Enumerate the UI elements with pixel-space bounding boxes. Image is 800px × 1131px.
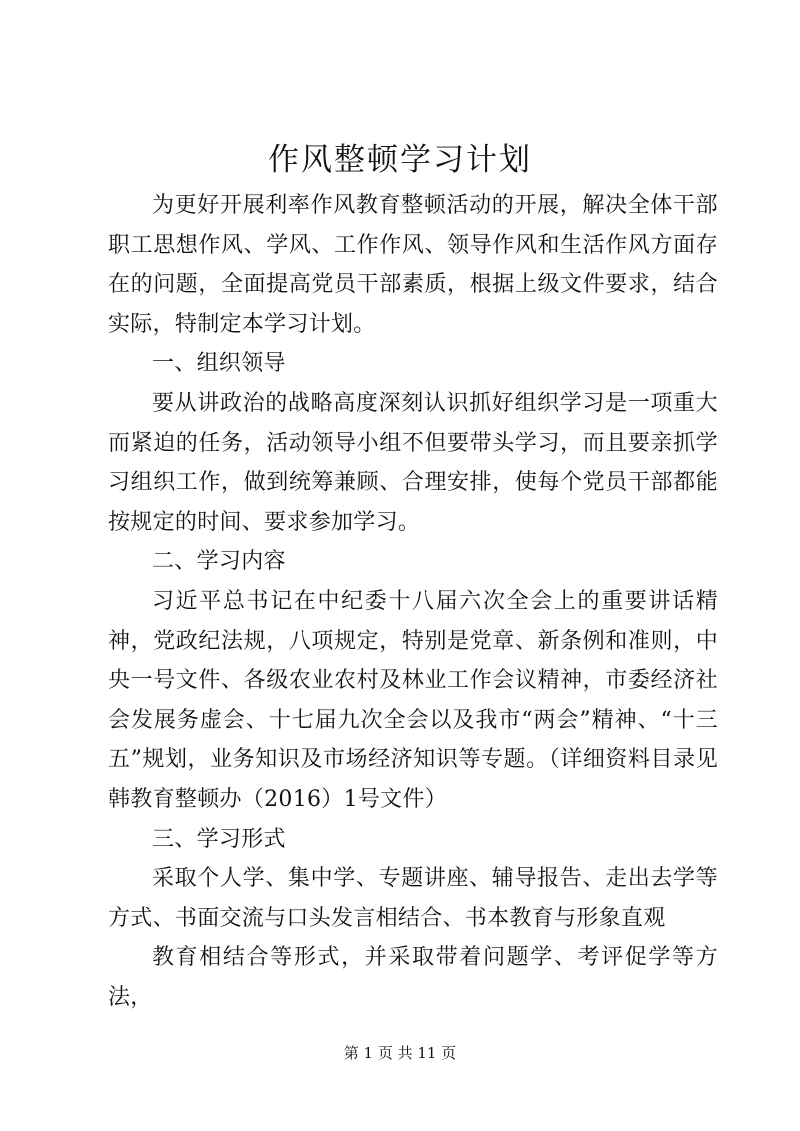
organization-paragraph: 要从讲政治的战略高度深刻认识抓好组织学习是一项重大而紧迫的任务，活动领导小组不但要带头学习，而且要亲抓学习组织工作，做到统筹兼顾、合理安排，使每个党员干部都能按规定的时间、要求参加学习。 xyxy=(108,390,718,535)
intro-paragraph: 为更好开展利率作风教育整顿活动的开展，解决全体干部职工思想作风、学风、工作作风、领导作风和生活作风方面存在的问题，全面提高党员干部素质，根据上级文件要求，结合实际，特制定本学习计划。 xyxy=(108,193,718,337)
section-heading-organization: 一、组织领导 xyxy=(152,351,286,377)
content-paragraph: 习近平总书记在中纪委十八届六次全会上的重要讲话精神，党政纪法规，八项规定，特别是党章、新条例和准则，中央一号文件、各级农业农村及林业工作会议精神，市委经济社会发展务虚会、十七届九次全会以及我市“两会”精神、“十三五”规划，业务知识及市场经济知识等专题。（详细资料目录见韩教育整顿办（2016）1号文件） xyxy=(108,588,718,812)
format-paragraph-continued: 教育相结合等形式，并采取带着问题学、考评促学等方法， xyxy=(108,945,718,1010)
format-paragraph: 采取个人学、集中学、专题讲座、辅导报告、走出去学等方式、书面交流与口头发言相结合、书本教育与形象直观 xyxy=(108,866,718,931)
document-title: 作风整顿学习计划 xyxy=(268,142,532,178)
section-heading-content: 二、学习内容 xyxy=(152,549,286,575)
document-body xyxy=(108,186,718,1017)
section-heading-format: 三、学习形式 xyxy=(152,826,286,852)
page-footer: 第 1 页 共 11 页 xyxy=(343,1044,457,1062)
